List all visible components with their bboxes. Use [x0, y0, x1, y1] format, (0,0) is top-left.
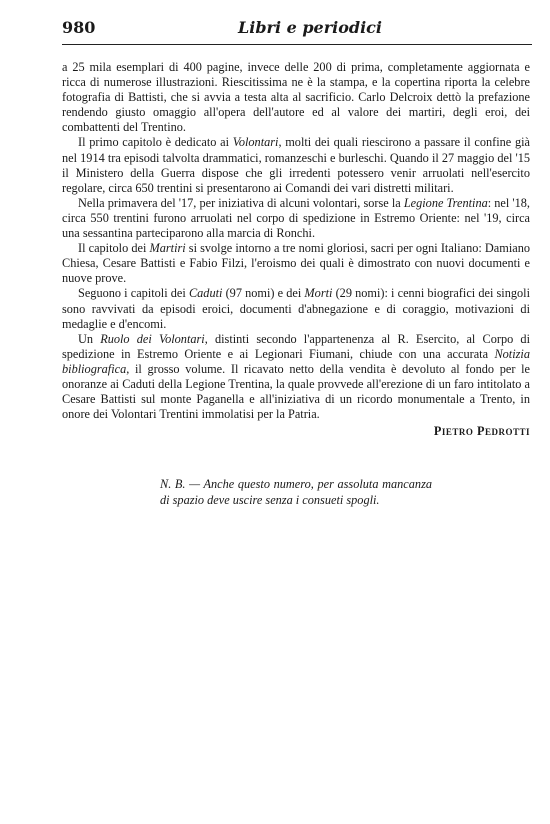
note-lead: N. B.	[160, 477, 186, 491]
paragraph-2-text-a: Il primo capitolo è dedicato ai	[78, 135, 233, 150]
paragraph-3	[62, 196, 530, 241]
paragraph-4-text-a: Il capitolo dei	[78, 241, 150, 256]
paragraph-3-emphasis: Legione Trentina	[403, 195, 488, 210]
paragraph-5-text-a: Seguono i capitoli dei	[78, 286, 189, 301]
author-signature: Pietro Pedrotti	[433, 424, 530, 439]
paragraph-5	[62, 286, 530, 331]
journal-title: Libri e periodici	[238, 18, 382, 37]
paragraph-1: a 25 mila esemplari di 400 pagine, invece delle 200 di prima, completamente aggiornata e ricca di numerose illustrazioni. Riescitissima ne è la stampa, e la copertina riporta la celebre fotografia di Battisti, che si avvia a testa alta al sacrificio. Carlo Delcroix dettò la prefazione rendendo giusto omaggio all'opera dell'autore ed al valore dei martiri, degli eroi, dei combattenti del Trentino.	[62, 60, 530, 135]
running-head	[62, 18, 532, 42]
paragraph-4-emphasis: Martiri	[149, 241, 186, 256]
paragraph-5-emphasis-2: Morti	[304, 286, 333, 301]
paragraph-6-emphasis-1: Ruolo dei Volontari	[100, 331, 205, 346]
paragraph-6-emphasis-2: Notizia bibliografica	[62, 346, 530, 376]
paragraph-6-text-b: , distinti secondo l'appartenenza al R. Esercito, al Corpo di spedizione in Estremo Oriente e ai Legionari Fiumani, chiude con una accurata	[62, 331, 530, 361]
page-number: 980	[62, 18, 96, 37]
header-rule	[62, 44, 532, 45]
paragraph-2-text-b: , molti dei quali riescirono a passare il confine già nel 1914 tra episodi talvolta drammatici, romanzeschi e burleschi. Quando il 27 maggio del '15 il Ministero della Guerra dispose che gli irredenti potessero venir arruolati nell'esercito regolare, circa 650 trentini si presentarono ai Comandi dei vari distretti militari.	[62, 135, 530, 195]
paragraph-4-text-b: si svolge intorno a tre nomi gloriosi, sacri per ogni Italiano: Damiano Chiesa, Cesare Battisti e Fabio Filzi, l'eroismo dei quali è dimostrato con nuovi documenti e nuove prove.	[62, 241, 530, 286]
paragraph-5-emphasis-1: Caduti	[188, 286, 223, 301]
editorial-note	[160, 476, 432, 508]
paragraph-3-text-b: : nel '18, circa 550 trentini furono arruolati nel corpo di spedizione in Estremo Oriente: nel '19, circa una sessantina parteciparono alla marcia di Ronchi.	[62, 195, 530, 241]
paragraph-5-text-b: (97 nomi) e dei	[222, 286, 305, 301]
paragraph-5-text-c: (29 nomi): i cenni biografici dei singoli sono ravvivati da episodi eroici, documenti d'abnegazione e di coraggio, motivazioni di medaglie e d'encomi.	[62, 286, 530, 331]
paragraph-3-text-a: Nella primavera del '17, per iniziativa di alcuni volontari, sorse la	[78, 195, 404, 210]
paragraph-2	[62, 135, 530, 195]
paragraph-6-text-c: , il grosso volume. Il ricavato netto della vendita è devoluto al fondo per le onoranze ai Caduti della Legione Trentina, la quale provvede all'erezione di un faro intitolato a Cesare Battisti sul monte Paganella e all'iniziativa di un ricordo monumentale a Trento, in onore dei Volontari Trentini immolatisi per la Patria.	[62, 361, 530, 422]
paragraph-6-text-a: Un	[78, 331, 101, 346]
paragraph-2-emphasis: Volontari	[232, 135, 279, 150]
paragraph-6	[62, 332, 530, 423]
note-text: — Anche questo numero, per assoluta mancanza di spazio deve uscire senza i consueti spogli.	[160, 477, 432, 507]
paragraph-4	[62, 241, 530, 286]
article-body	[62, 60, 530, 439]
